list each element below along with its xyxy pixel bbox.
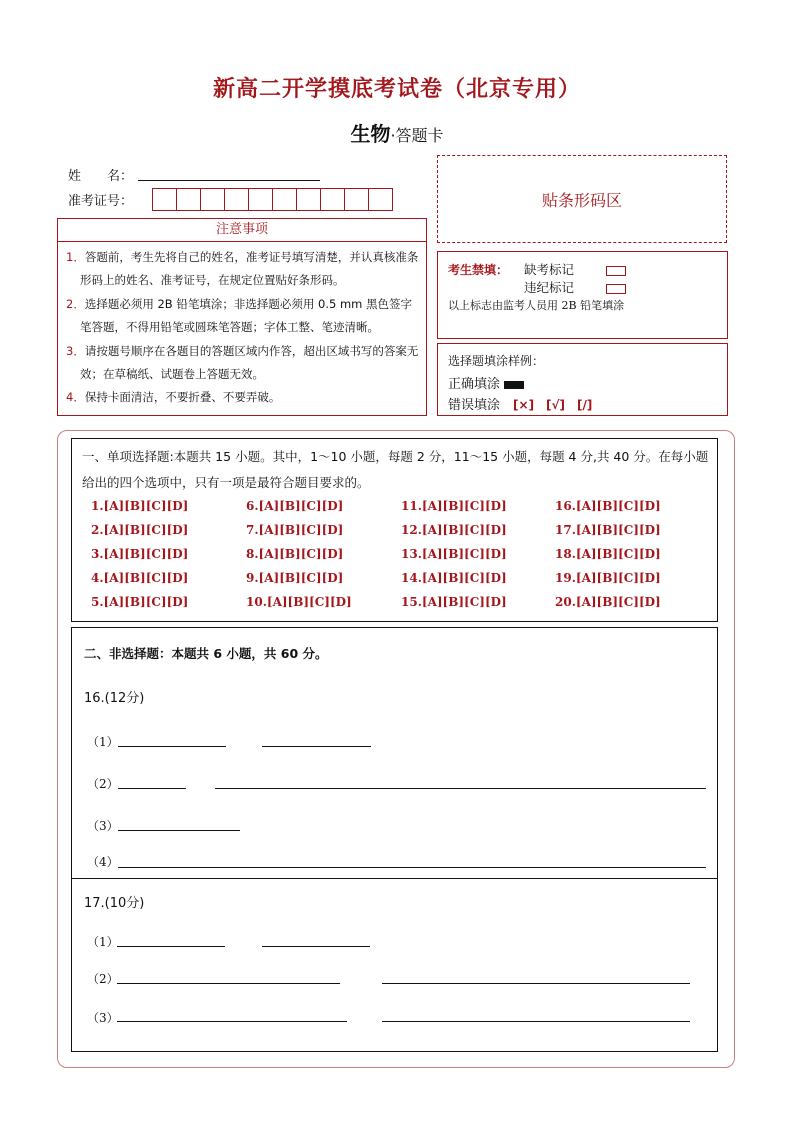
answer-options[interactable]: [A][B][C][D]: [421, 547, 507, 561]
question-number: 1.: [91, 499, 104, 513]
choice-section-description: 一、单项选择题:本题共 15 小题。其中，1～10 小题，每题 2 分，11～15 小题，每题 4 分,共 40 分。在每小题给出的四个选项中，只有一项是最符合题目要求的。: [82, 449, 709, 490]
non-choice-heading: 二、非选择题：本题共 6 小题，共 60 分。: [84, 646, 328, 661]
exam-marks-title: 考生禁填：: [448, 263, 509, 277]
answer-options[interactable]: [A][B][C][D]: [421, 595, 507, 609]
question-number: 16.: [555, 499, 576, 513]
answer-options[interactable]: [A][B][C][D]: [258, 571, 344, 585]
q16-box: [71, 627, 718, 879]
answer-options[interactable]: [A][B][C][D]: [421, 523, 507, 537]
answer-options[interactable]: [A][B][C][D]: [103, 571, 189, 585]
question-number: 2.: [91, 523, 104, 537]
violation-label: 违纪标记: [524, 280, 575, 295]
question-number: 3.: [91, 547, 104, 561]
q17-sub-1: （1）: [87, 935, 119, 949]
id-digit-box[interactable]: [272, 188, 297, 211]
choice-row[interactable]: [91, 499, 188, 513]
id-digit-box[interactable]: [320, 188, 345, 211]
id-digit-box[interactable]: [296, 188, 321, 211]
fill-sample-title: 选择题填涂样例：: [448, 354, 545, 368]
question-number: 7.: [246, 523, 259, 537]
answer-options[interactable]: [A][B][C][D]: [421, 499, 507, 513]
q16-sub-4: （4）: [87, 855, 119, 869]
id-digit-box[interactable]: [176, 188, 201, 211]
answer-line[interactable]: [117, 983, 340, 984]
notice-title: 注意事项: [57, 218, 427, 242]
q16-sub-3: （3）: [87, 819, 119, 833]
question-number: 5.: [91, 595, 104, 609]
exam-marks-note: 以上标志由监考人员用 2B 铅笔填涂: [448, 299, 625, 312]
answer-options[interactable]: [A][B][C][D]: [258, 523, 344, 537]
answer-line[interactable]: [118, 867, 706, 868]
name-label: 姓 名：: [68, 169, 134, 184]
notice-item: 1．答题前，考生先将自己的姓名，准考证号填写清楚，并认真核准条形码上的姓名、准考证号，在规定位置贴好条形码。: [66, 250, 419, 288]
q17-box: [71, 878, 718, 1052]
question-number: 14.: [401, 571, 422, 585]
choice-row[interactable]: [246, 595, 352, 609]
id-digit-box[interactable]: [344, 188, 369, 211]
choice-row[interactable]: [401, 571, 507, 585]
choice-row[interactable]: [91, 571, 188, 585]
question-number: 9.: [246, 571, 259, 585]
exam-marks-box: [437, 251, 728, 339]
notice-item: 2．选择题必须用 2B 铅笔填涂；非选择题必须用 0.5 mm 黑色签字笔答题，不得用铅笔或圆珠笔答题；字体工整、笔迹清晰。: [66, 296, 413, 335]
choice-row[interactable]: [555, 571, 661, 585]
barcode-area: [437, 155, 727, 243]
answer-line[interactable]: [262, 946, 370, 947]
answer-options[interactable]: [A][B][C][D]: [103, 499, 189, 513]
answer-line[interactable]: [118, 746, 226, 747]
choice-row[interactable]: [246, 571, 343, 585]
answer-line[interactable]: [118, 788, 186, 789]
notice-item: 4．保持卡面清洁，不要折叠、不要弄破。: [66, 390, 281, 405]
choice-row[interactable]: [401, 499, 507, 513]
q17-title: 17.(10分): [84, 896, 145, 911]
answer-options[interactable]: [A][B][C][D]: [266, 595, 352, 609]
wrong-marks: [×] [√] [/]: [513, 398, 593, 412]
answer-line[interactable]: [262, 746, 371, 747]
choice-row[interactable]: [91, 595, 188, 609]
answer-line[interactable]: [382, 983, 690, 984]
answer-line[interactable]: [382, 1021, 690, 1022]
filled-mark-icon: [504, 381, 524, 389]
question-number: 12.: [401, 523, 422, 537]
question-number: 19.: [555, 571, 576, 585]
choice-row[interactable]: [246, 547, 343, 561]
question-number: 20.: [555, 595, 576, 609]
q17-sub-3: （3）: [87, 1011, 119, 1025]
absent-mark[interactable]: [606, 262, 626, 277]
q16-title: 16.(12分): [84, 691, 145, 706]
question-number: 15.: [401, 595, 422, 609]
id-digit-box[interactable]: [248, 188, 273, 211]
answer-options[interactable]: [A][B][C][D]: [575, 547, 661, 561]
subject-label: 生物: [350, 122, 391, 146]
id-digit-box[interactable]: [224, 188, 249, 211]
choice-row[interactable]: [555, 595, 661, 609]
answer-line[interactable]: [117, 1021, 347, 1022]
answer-options[interactable]: [A][B][C][D]: [575, 499, 661, 513]
barcode-label: 贴条形码区: [541, 190, 622, 210]
q16-sub-2: （2）: [87, 777, 119, 791]
question-number: 8.: [246, 547, 259, 561]
answer-line[interactable]: [215, 788, 706, 789]
wrong-fill-row: 错误填涂 [×] [√] [/]: [448, 398, 593, 413]
choice-row[interactable]: [246, 523, 343, 537]
card-label: ·答题卡: [390, 126, 444, 145]
answer-options[interactable]: [A][B][C][D]: [575, 595, 661, 609]
choice-row[interactable]: [555, 499, 661, 513]
exam-id-boxes[interactable]: [152, 188, 392, 211]
q16-sub-1: （1）: [87, 735, 119, 749]
violation-mark[interactable]: [606, 280, 626, 295]
choice-row[interactable]: [401, 523, 507, 537]
id-digit-box[interactable]: [152, 188, 177, 211]
answer-options[interactable]: [A][B][C][D]: [103, 547, 189, 561]
notice-item: 3．请按题号顺序在各题目的答题区域内作答，超出区域书写的答案无效；在草稿纸、试题卷上答题无效。: [66, 343, 419, 382]
answer-line[interactable]: [118, 830, 240, 831]
id-digit-box[interactable]: [200, 188, 225, 211]
choice-row[interactable]: [91, 523, 188, 537]
question-number: 17.: [555, 523, 576, 537]
page-title: 新高二开学摸底考试卷（北京专用）: [212, 77, 581, 102]
question-number: 13.: [401, 547, 422, 561]
answer-options[interactable]: [A][B][C][D]: [103, 523, 189, 537]
question-number: 18.: [555, 547, 576, 561]
question-number: 11.: [401, 499, 422, 513]
answer-options[interactable]: [A][B][C][D]: [103, 595, 189, 609]
answer-line[interactable]: [117, 946, 225, 947]
choice-row[interactable]: [91, 547, 188, 561]
id-label: 准考证号：: [68, 194, 134, 209]
id-digit-box[interactable]: [368, 188, 393, 211]
choice-row[interactable]: [401, 547, 507, 561]
correct-fill-row: 正确填涂: [448, 373, 524, 392]
answer-options[interactable]: [A][B][C][D]: [575, 571, 661, 585]
answer-options[interactable]: [A][B][C][D]: [258, 499, 344, 513]
name-field[interactable]: [138, 180, 320, 181]
question-number: 10.: [246, 595, 267, 609]
choice-row[interactable]: [555, 547, 661, 561]
choice-row[interactable]: [401, 595, 507, 609]
fill-sample-box: [437, 343, 728, 416]
question-number: 6.: [246, 499, 259, 513]
question-number: 4.: [91, 571, 104, 585]
answer-options[interactable]: [A][B][C][D]: [258, 547, 344, 561]
q17-sub-2: （2）: [87, 972, 119, 986]
answer-options[interactable]: [A][B][C][D]: [421, 571, 507, 585]
answer-options[interactable]: [A][B][C][D]: [575, 523, 661, 537]
notice-body: [57, 242, 427, 416]
absent-label: 缺考标记: [524, 262, 575, 277]
choice-row[interactable]: [246, 499, 343, 513]
choice-row[interactable]: [555, 523, 661, 537]
page-subtitle: [0, 118, 794, 147]
